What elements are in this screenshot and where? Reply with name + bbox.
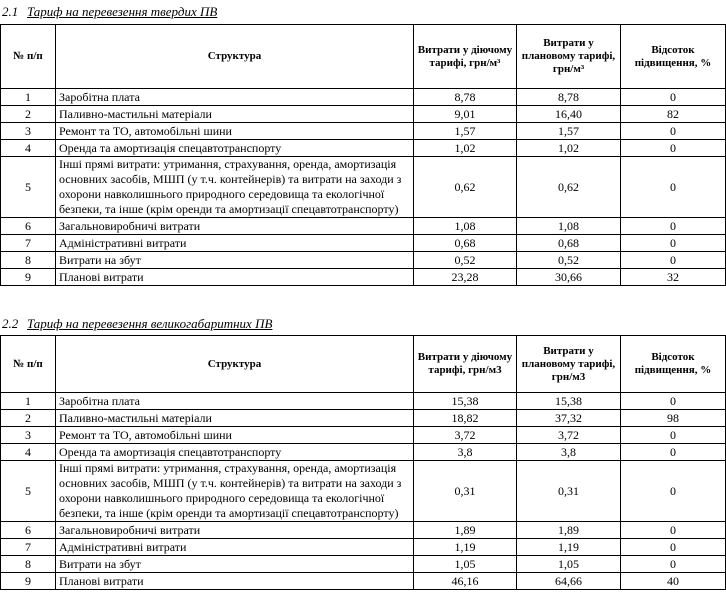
- row-name: Ремонт та ТО, автомобільні шини: [56, 427, 414, 444]
- row-number: 7: [1, 539, 56, 556]
- section-number: 2.1: [2, 4, 19, 19]
- row-name: Витрати на збут: [56, 252, 414, 269]
- row-increase: 0: [621, 522, 726, 539]
- row-current-cost: 8,78: [414, 89, 517, 106]
- row-current-cost: 1,57: [414, 123, 517, 140]
- row-increase: 0: [621, 393, 726, 410]
- row-planned-cost: 1,57: [517, 123, 621, 140]
- header-structure: Структура: [56, 25, 414, 89]
- row-current-cost: 1,02: [414, 140, 517, 157]
- row-planned-cost: 1,02: [517, 140, 621, 157]
- row-increase: 0: [621, 444, 726, 461]
- row-number: 4: [1, 444, 56, 461]
- row-number: 3: [1, 123, 56, 140]
- row-current-cost: 0,62: [414, 157, 517, 218]
- table-row: [1, 123, 726, 140]
- row-number: 9: [1, 573, 56, 590]
- row-number: 8: [1, 556, 56, 573]
- row-increase: 0: [621, 218, 726, 235]
- header-structure: Структура: [56, 336, 414, 393]
- row-number: 7: [1, 235, 56, 252]
- tariff-table-solid: [0, 24, 726, 286]
- table-row: [1, 140, 726, 157]
- table-row: [1, 410, 726, 427]
- row-planned-cost: 0,68: [517, 235, 621, 252]
- row-increase: 0: [621, 123, 726, 140]
- section-title: Тариф на перевезення великогабаритних ПВ: [27, 316, 273, 331]
- row-planned-cost: 1,08: [517, 218, 621, 235]
- row-number: 5: [1, 461, 56, 522]
- row-planned-cost: 1,05: [517, 556, 621, 573]
- header-increase: Відсоток підвищення, %: [621, 336, 726, 393]
- row-increase: 0: [621, 461, 726, 522]
- header-planned: Витрати у плановому тарифі, грн/м3: [517, 336, 621, 393]
- row-name: Паливно-мастильні матеріали: [56, 106, 414, 123]
- section-title: Тариф на перевезення твердих ПВ: [27, 4, 218, 19]
- table-row: [1, 522, 726, 539]
- row-increase: 0: [621, 235, 726, 252]
- row-increase: 0: [621, 427, 726, 444]
- table-row: [1, 444, 726, 461]
- row-name: Заробітна плата: [56, 89, 414, 106]
- row-increase: 0: [621, 252, 726, 269]
- row-increase: 40: [621, 573, 726, 590]
- row-current-cost: 15,38: [414, 393, 517, 410]
- header-current: Витрати у діючому тарифі, грн/м³: [414, 25, 517, 89]
- row-current-cost: 0,52: [414, 252, 517, 269]
- row-planned-cost: 0,52: [517, 252, 621, 269]
- row-current-cost: 1,05: [414, 556, 517, 573]
- row-number: 2: [1, 410, 56, 427]
- row-planned-cost: 8,78: [517, 89, 621, 106]
- row-number: 4: [1, 140, 56, 157]
- row-name: Оренда та амортизація спецавтотранспорту: [56, 444, 414, 461]
- row-planned-cost: 0,62: [517, 157, 621, 218]
- row-increase: 0: [621, 89, 726, 106]
- table-row: [1, 393, 726, 410]
- row-increase: 0: [621, 140, 726, 157]
- header-num: № п/п: [1, 336, 56, 393]
- row-name: Інші прямі витрати: утримання, страхування, оренда, амортизація основних засобів, МШП (у т.ч. контейнерів) та витрати на заходи з охорони навколишнього природного середовища та екологічної безпеки, та інше (крім оренди та амортизації спецавтотранспорту): [56, 461, 414, 522]
- row-current-cost: 1,89: [414, 522, 517, 539]
- row-planned-cost: 3,8: [517, 444, 621, 461]
- row-current-cost: 3,72: [414, 427, 517, 444]
- header-current: Витрати у діючому тарифі, грн/м3: [414, 336, 517, 393]
- table-row: [1, 573, 726, 590]
- table-row: [1, 89, 726, 106]
- row-current-cost: 23,28: [414, 269, 517, 286]
- row-current-cost: 1,08: [414, 218, 517, 235]
- row-increase: 0: [621, 157, 726, 218]
- row-increase: 82: [621, 106, 726, 123]
- row-current-cost: 18,82: [414, 410, 517, 427]
- table-row: [1, 252, 726, 269]
- row-name: Ремонт та ТО, автомобільні шини: [56, 123, 414, 140]
- header-increase: Відсоток підвищення, %: [621, 25, 726, 89]
- row-increase: 32: [621, 269, 726, 286]
- row-name: Паливно-мастильні матеріали: [56, 410, 414, 427]
- row-planned-cost: 64,66: [517, 573, 621, 590]
- row-number: 9: [1, 269, 56, 286]
- table-row: [1, 235, 726, 252]
- row-current-cost: 1,19: [414, 539, 517, 556]
- row-planned-cost: 16,40: [517, 106, 621, 123]
- row-number: 1: [1, 393, 56, 410]
- row-name: Інші прямі витрати: утримання, страхування, оренда, амортизація основних засобів, МШП (у т.ч. контейнерів) та витрати на заходи з охорони навколишнього природного середовища та екологічної безпеки, та інше (крім оренди та амортизації спецавтотранспорту): [56, 157, 414, 218]
- row-number: 6: [1, 522, 56, 539]
- table-row: [1, 269, 726, 286]
- row-planned-cost: 0,31: [517, 461, 621, 522]
- row-name: Загальновиробничі витрати: [56, 218, 414, 235]
- table-row: [1, 106, 726, 123]
- row-number: 5: [1, 157, 56, 218]
- row-current-cost: 3,8: [414, 444, 517, 461]
- row-name: Адміністративні витрати: [56, 235, 414, 252]
- section-heading: [2, 316, 272, 332]
- row-current-cost: 0,68: [414, 235, 517, 252]
- row-name: Оренда та амортизація спецавтотранспорту: [56, 140, 414, 157]
- tariff-table-bulky: [0, 335, 726, 590]
- row-increase: 98: [621, 410, 726, 427]
- table-row: [1, 218, 726, 235]
- table-row: [1, 539, 726, 556]
- row-planned-cost: 15,38: [517, 393, 621, 410]
- row-planned-cost: 3,72: [517, 427, 621, 444]
- header-planned: Витрати у плановому тарифі, грн/м³: [517, 25, 621, 89]
- row-planned-cost: 1,19: [517, 539, 621, 556]
- row-planned-cost: 1,89: [517, 522, 621, 539]
- row-number: 2: [1, 106, 56, 123]
- section-heading: [2, 4, 217, 20]
- row-increase: 0: [621, 556, 726, 573]
- section-number: 2.2: [2, 316, 19, 331]
- row-name: Планові витрати: [56, 269, 414, 286]
- row-number: 1: [1, 89, 56, 106]
- row-name: Планові витрати: [56, 573, 414, 590]
- row-increase: 0: [621, 539, 726, 556]
- table-row: [1, 427, 726, 444]
- row-number: 3: [1, 427, 56, 444]
- row-current-cost: 46,16: [414, 573, 517, 590]
- row-planned-cost: 37,32: [517, 410, 621, 427]
- row-number: 8: [1, 252, 56, 269]
- table-row: [1, 461, 726, 522]
- row-name: Витрати на збут: [56, 556, 414, 573]
- header-num: № п/п: [1, 25, 56, 89]
- row-current-cost: 9,01: [414, 106, 517, 123]
- row-current-cost: 0,31: [414, 461, 517, 522]
- row-name: Адміністративні витрати: [56, 539, 414, 556]
- table-row: [1, 157, 726, 218]
- row-name: Загальновиробничі витрати: [56, 522, 414, 539]
- row-planned-cost: 30,66: [517, 269, 621, 286]
- table-row: [1, 556, 726, 573]
- row-number: 6: [1, 218, 56, 235]
- row-name: Заробітна плата: [56, 393, 414, 410]
